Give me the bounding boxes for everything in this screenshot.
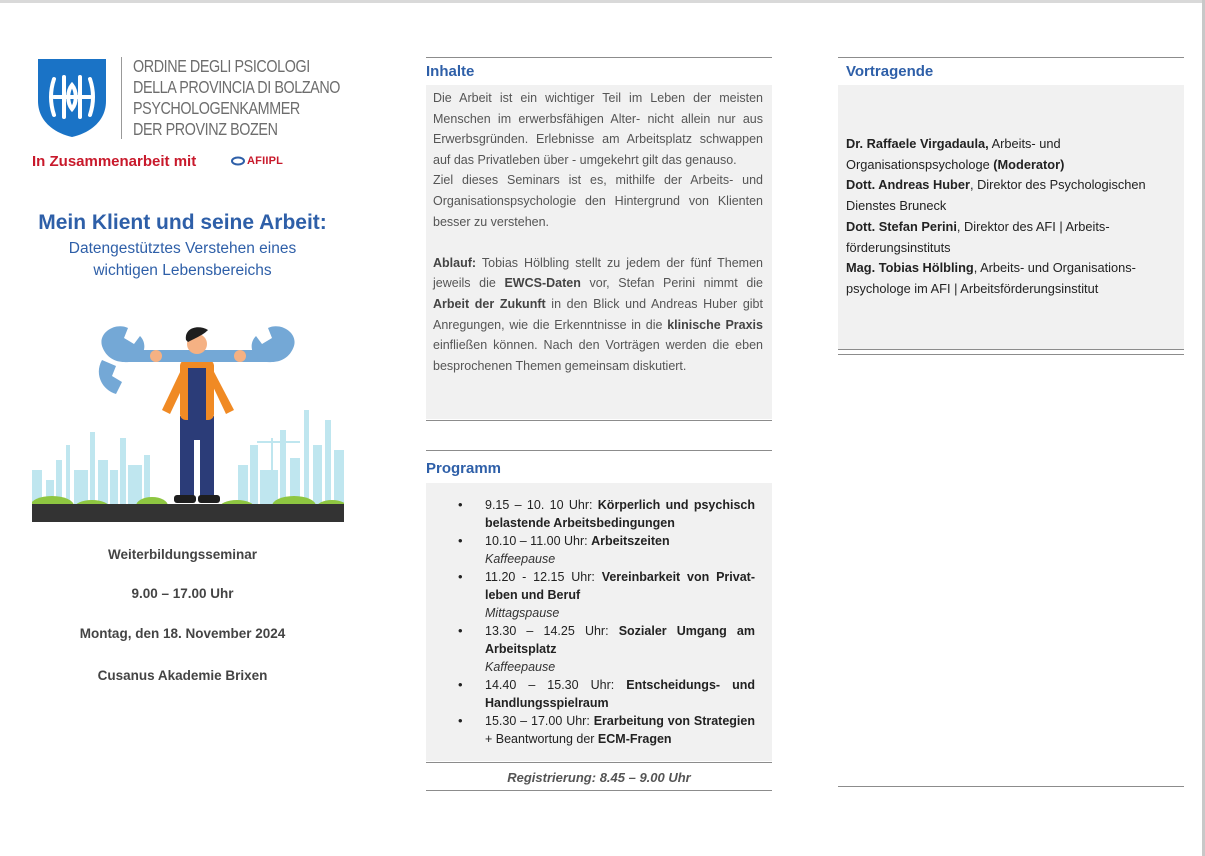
programm-time: 9.15 – 10. 10 Uhr: xyxy=(485,498,598,512)
section-rule xyxy=(838,57,1184,58)
subtitle-line: Datengestütztes Verstehen eines xyxy=(68,240,297,257)
speaker-role: , Direktor des Psychologischen Dienstes Bruneck xyxy=(846,177,1146,214)
section-rule xyxy=(426,57,772,58)
programm-title: Sozialer Umgang am Arbeitsplatz xyxy=(485,624,755,656)
programm-title: Entscheidungs- und Handlungsspielraum xyxy=(485,678,755,710)
speaker-entry xyxy=(846,134,1166,175)
programm-heading: Programm xyxy=(426,460,502,477)
logo-line: ORDINE DEGLI PSICOLOGI xyxy=(133,56,310,76)
programm-pause: Mittagspause xyxy=(485,606,560,620)
programm-extra-bold: ECM-Fragen xyxy=(597,732,672,746)
cooperation-label: In Zusammenarbeit mit xyxy=(32,153,197,170)
programm-title: Vereinbarkeit von Privat-leben und Beruf xyxy=(485,570,755,602)
event-location: Cusanus Akademie Brixen xyxy=(97,668,268,683)
section-rule xyxy=(838,786,1184,787)
registration-time: Registrierung: 8.45 – 9.00 Uhr xyxy=(507,770,691,785)
speaker-entry xyxy=(846,258,1166,299)
programm-item xyxy=(455,496,755,532)
inhalte-text xyxy=(433,88,763,376)
speaker-role: , Arbeits- und Organisations-psychologe im AFI | Arbeitsförderungsinstitut xyxy=(846,260,1136,296)
logo-divider xyxy=(121,57,122,139)
afi-swoosh-icon xyxy=(231,156,245,166)
speaker-role: Arbeits- und Organisationspsychologe xyxy=(846,136,1061,172)
shield-logo-icon xyxy=(36,57,108,139)
programm-pause: Kaffeepause xyxy=(485,552,556,566)
speaker-entry xyxy=(846,217,1166,258)
logo-text xyxy=(133,56,340,140)
section-rule xyxy=(426,450,772,451)
speaker-name: Dott. Stefan Perini xyxy=(846,218,957,234)
ablauf-text: vor, Stefan Perini nimmt die xyxy=(580,276,763,291)
seminar-title: Mein Klient und seine Arbeit: xyxy=(38,211,327,234)
event-date: Montag, den 18. November 2024 xyxy=(79,626,286,641)
programm-title: Körperlich und psychisch belastende Arbeitsbedingungen xyxy=(485,498,755,530)
programm-title: Erarbeitung von Strategien xyxy=(593,714,755,728)
partner-logo xyxy=(231,155,283,167)
programm-time: 11.20 - 12.15 Uhr: xyxy=(485,570,602,584)
programm-list xyxy=(455,496,755,748)
programm-item xyxy=(455,532,755,568)
ablauf-emphasis: EWCS-Daten xyxy=(504,276,581,291)
ablauf-text: Tobias Hölbling stellt zu jedem der fünf Themen jeweils die xyxy=(433,255,763,291)
section-rule xyxy=(838,354,1184,355)
partner-logo-text: AFIIPL xyxy=(247,155,284,167)
programm-item xyxy=(455,712,755,748)
logo-line: DELLA PROVINCIA DI BOLZANO xyxy=(133,77,341,97)
speaker-name: Mag. Tobias Hölbling xyxy=(846,260,974,276)
inhalte-heading: Inhalte xyxy=(426,63,475,80)
ablauf-text: einfließen können. Nach den Vorträgen werden die eben besprochenen Themen gemeinsam diskutiert. xyxy=(433,338,763,373)
programm-time: 10.10 – 11.00 Uhr: xyxy=(485,534,592,548)
speaker-name: Dott. Andreas Huber xyxy=(846,177,970,193)
ablauf-paragraph xyxy=(433,253,763,377)
ablauf-label: Ablauf: xyxy=(433,255,477,270)
programm-time: 13.30 – 14.25 Uhr: xyxy=(485,624,619,638)
ablauf-emphasis: klinische Praxis xyxy=(667,317,763,332)
worker-wrench-illustration xyxy=(32,320,344,522)
page-border-top xyxy=(0,0,1205,3)
logo-line: DER PROVINZ BOZEN xyxy=(133,119,278,139)
programm-title: Arbeitszeiten xyxy=(591,534,670,548)
inhalte-paragraph: Die Arbeit ist ein wichtiger Teil im Leben der meisten Menschen im erwerbsfähigen Alter- nicht allein nur aus Erwerbsgründen. Erlebnisse am Arbeitsplatz schwappen auf das Privatleben über - umgekehrt gilt das genauso. xyxy=(433,91,763,167)
section-rule xyxy=(426,762,772,763)
programm-pause: Kaffeepause xyxy=(485,660,556,674)
logo-line: PSYCHOLOGENKAMMER xyxy=(133,98,300,118)
speaker-list xyxy=(846,134,1166,300)
inhalte-paragraph: Ziel dieses Seminars ist es, mithilfe der Arbeits- und Organisationspsychologie den Hintergrund von Klienten besser zu verstehen. xyxy=(433,173,763,229)
seminar-subtitle xyxy=(20,238,345,282)
vortragende-heading: Vortragende xyxy=(846,63,934,80)
ablauf-text: in den Blick und Andreas Huber gibt Anregungen, wie die Erkenntnisse in die xyxy=(433,296,763,332)
section-rule xyxy=(426,790,772,791)
programm-time: 14.40 – 15.30 Uhr: xyxy=(485,678,627,692)
programm-item xyxy=(455,676,755,712)
programm-extra: + Beantwortung der xyxy=(485,732,598,746)
programm-item xyxy=(455,568,755,622)
event-type: Weiterbildungsseminar xyxy=(107,547,258,562)
programm-item xyxy=(455,622,755,676)
section-rule xyxy=(426,420,772,421)
event-time: 9.00 – 17.00 Uhr xyxy=(131,586,234,601)
ablauf-emphasis: Arbeit der Zukunft xyxy=(433,296,546,311)
speaker-name: Dr. Raffaele Virgadaula, xyxy=(846,136,989,151)
speaker-entry xyxy=(846,175,1166,216)
programm-time: 15.30 – 17.00 Uhr: xyxy=(485,714,594,728)
section-rule xyxy=(838,349,1184,350)
subtitle-line: wichtigen Lebensbereichs xyxy=(93,262,272,279)
speaker-role: , Direktor des AFI | Arbeits-förderungsinstituts xyxy=(846,218,1110,255)
speaker-role-bold: (Moderator) xyxy=(993,156,1065,172)
